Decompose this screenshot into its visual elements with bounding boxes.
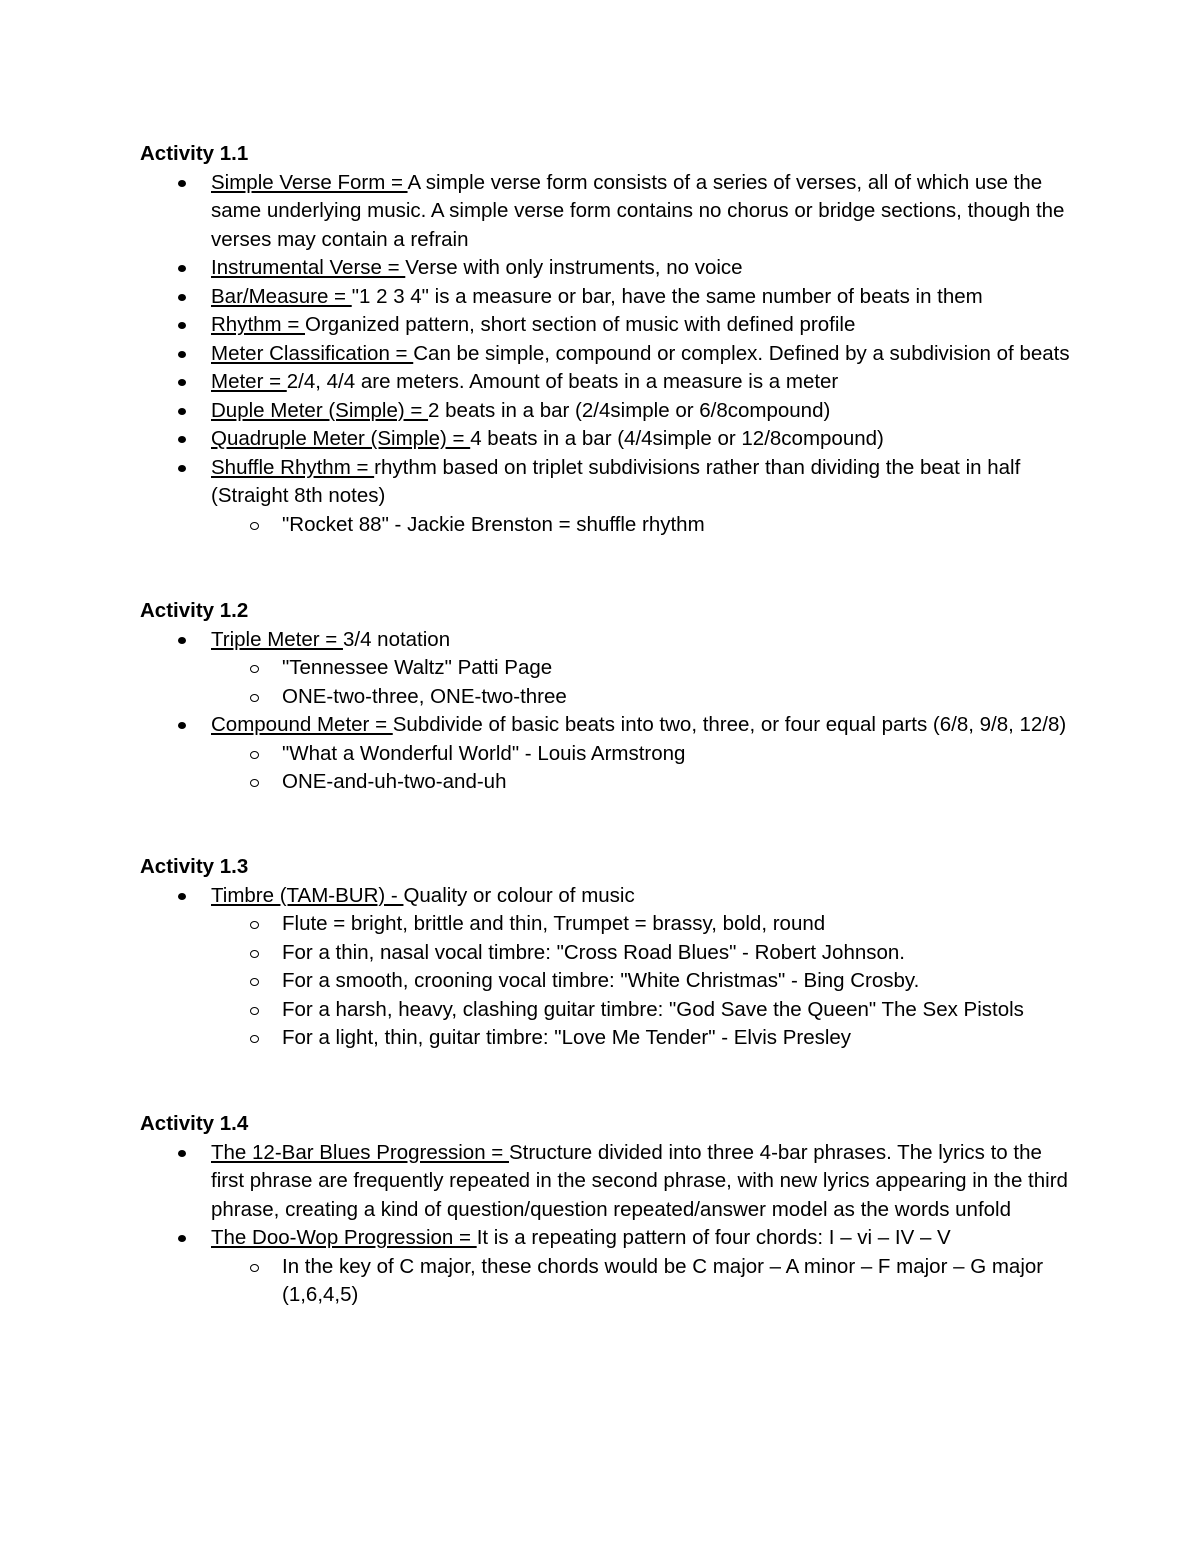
list-item: [140, 626, 1070, 655]
section-heading: Activity 1.1: [140, 142, 249, 165]
definition: Organized pattern, short section of music with defined profile: [305, 313, 856, 336]
bullet-list: [140, 626, 1070, 797]
definition: Quality or colour of music: [403, 883, 635, 907]
definition: 4 beats in a bar (4/4simple or 12/8compound): [470, 427, 884, 450]
list-item: [140, 1224, 1070, 1253]
definition: Subdivide of basic beats into two, three, or four equal parts (6/8, 9/8, 12/8): [392, 713, 1067, 736]
definition: It is a repeating pattern of four chords: I – vi – IV – V: [476, 1226, 951, 1249]
term: The 12-Bar Blues Progression =: [211, 1140, 509, 1164]
term: Triple Meter =: [211, 627, 343, 651]
definition: 2/4, 4/4 are meters. Amount of beats in a measure is a meter: [286, 370, 839, 393]
term: Rhythm =: [211, 313, 305, 336]
term: The Doo-Wop Progression =: [211, 1226, 477, 1249]
list-item: [140, 711, 1070, 740]
term: Shuffle Rhythm =: [211, 455, 375, 479]
sub-list-item: For a light, thin, guitar timbre: "Love Me Tender" - Elvis Presley: [140, 1024, 1070, 1053]
definition: "1 2 3 4" is a measure or bar, have the same number of beats in them: [351, 284, 983, 308]
sub-list-item: "Rocket 88" - Jackie Brenston = shuffle rhythm: [140, 511, 1070, 540]
list-item: [140, 1139, 1070, 1225]
sub-list-item: "What a Wonderful World" - Louis Armstrong: [140, 740, 1070, 769]
section-activity-1-4: [140, 1110, 1070, 1310]
sub-list-item: In the key of C major, these chords would be C major – A minor – F major – G major (1,6,4,5): [140, 1253, 1070, 1310]
list-item: [140, 254, 1070, 283]
definition: Can be simple, compound or complex. Defined by a subdivision of beats: [413, 341, 1070, 365]
term: Duple Meter (Simple) =: [211, 398, 429, 422]
definition: 2 beats in a bar (2/4simple or 6/8compound): [428, 398, 831, 422]
definition: Structure divided into three 4-bar phrases. The lyrics to the first phrase are frequently repeated in the second phrase, with new lyrics appearing in the third phrase, creating a kind of question/question repeated/answer model as the words unfold: [211, 1140, 1068, 1221]
list-item: [140, 882, 1070, 911]
term: Simple Verse Form =: [211, 170, 408, 194]
definition: rhythm based on triplet subdivisions rather than dividing the beat in half (Straight 8th notes): [211, 455, 1021, 507]
sub-list-item: "Tennessee Waltz" Patti Page: [140, 654, 1070, 683]
list-item: [140, 425, 1070, 454]
sub-list-item: Flute = bright, brittle and thin, Trumpet = brassy, bold, round: [140, 910, 1070, 939]
term: Compound Meter =: [211, 713, 393, 736]
term: Instrumental Verse =: [211, 256, 406, 279]
section-heading: Activity 1.2: [140, 599, 249, 622]
term: Quadruple Meter (Simple) =: [211, 427, 471, 450]
definition: Verse with only instruments, no voice: [405, 256, 743, 279]
list-item: [140, 368, 1070, 397]
bullet-list: [140, 882, 1070, 1053]
term: Meter Classification =: [211, 341, 414, 365]
sub-list-item: ONE-two-three, ONE-two-three: [140, 683, 1070, 712]
list-item: [140, 311, 1070, 340]
definition: A simple verse form consists of a series of verses, all of which use the same underlying music. A simple verse form contains no chorus or bridge sections, though the verses may contain a refrain: [211, 170, 1065, 251]
sub-list-item: For a smooth, crooning vocal timbre: "White Christmas" - Bing Crosby.: [140, 967, 1070, 996]
list-item: [140, 283, 1070, 312]
sub-list-item: ONE-and-uh-two-and-uh: [140, 768, 1070, 797]
list-item: [140, 397, 1070, 426]
sub-list-item: For a thin, nasal vocal timbre: "Cross Road Blues" - Robert Johnson.: [140, 939, 1070, 968]
bullet-list: [140, 1139, 1070, 1310]
section-activity-1-2: [140, 597, 1070, 797]
list-item: [140, 454, 1070, 511]
section-activity-1-3: [140, 853, 1070, 1053]
term: Bar/Measure =: [211, 284, 352, 308]
section-heading: Activity 1.3: [140, 855, 249, 878]
list-item: [140, 169, 1070, 255]
section-activity-1-1: [140, 140, 1070, 539]
term: Meter =: [211, 370, 287, 393]
list-item: [140, 340, 1070, 369]
term: Timbre (TAM-BUR) -: [211, 883, 404, 907]
sub-list-item: For a harsh, heavy, clashing guitar timbre: "God Save the Queen" The Sex Pistols: [140, 996, 1070, 1025]
bullet-list: [140, 169, 1070, 540]
definition: 3/4 notation: [342, 627, 451, 651]
section-heading: Activity 1.4: [140, 1112, 249, 1135]
